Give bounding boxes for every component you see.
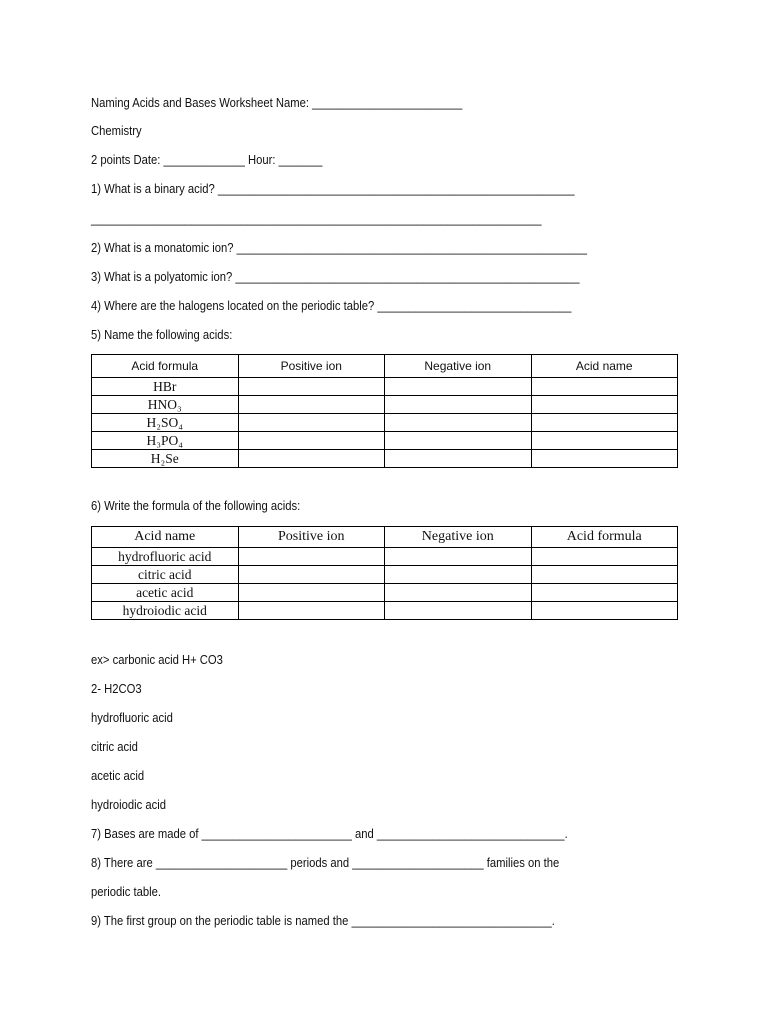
- column-header: Negative ion: [385, 527, 532, 548]
- table-row: [92, 602, 678, 620]
- table-header-row: [92, 355, 678, 378]
- example-line-1: ex> carbonic acid H+ CO3: [91, 653, 223, 667]
- acid-formula-cell: H₂Se: [92, 450, 239, 468]
- table-row: [92, 584, 678, 602]
- answer-cell: [385, 602, 532, 620]
- answer-cell: [238, 396, 385, 414]
- column-header: Positive ion: [238, 355, 385, 378]
- acid-formula-cell: HNO₃: [92, 396, 239, 414]
- acid-name-cell: hydroiodic acid: [92, 602, 239, 620]
- answer-cell: [531, 378, 678, 396]
- answer-cell: [385, 396, 532, 414]
- list-item: citric acid: [91, 740, 138, 754]
- question-3: 3) What is a polyatomic ion? _______________________________________________________: [91, 270, 580, 284]
- answer-cell: [531, 566, 678, 584]
- column-header: Acid name: [531, 355, 678, 378]
- name-acids-table: [91, 354, 678, 468]
- answer-cell: [531, 432, 678, 450]
- question-2: 2) What is a monatomic ion? ________________________________________________________: [91, 241, 588, 255]
- list-item: hydrofluoric acid: [91, 711, 173, 725]
- answer-cell: [531, 450, 678, 468]
- acid-name-cell: acetic acid: [92, 584, 239, 602]
- list-item: hydroiodic acid: [91, 798, 167, 812]
- answer-cell: [238, 584, 385, 602]
- table-row: [92, 396, 678, 414]
- column-header: Negative ion: [385, 355, 532, 378]
- answer-cell: [385, 584, 532, 602]
- answer-cell: [385, 432, 532, 450]
- example-line-2: 2- H2CO3: [91, 682, 142, 696]
- column-header: Acid formula: [92, 355, 239, 378]
- acid-formula-cell: H₂SO₄: [92, 414, 239, 432]
- points-date-hour-line: 2 points Date: _____________ Hour: _______: [91, 153, 323, 167]
- answer-cell: [385, 414, 532, 432]
- worksheet-title: Naming Acids and Bases Worksheet Name: ________________________: [91, 96, 463, 110]
- question-6: 6) Write the formula of the following acids:: [91, 499, 301, 513]
- answer-cell: [531, 548, 678, 566]
- answer-cell: [238, 450, 385, 468]
- column-header: Acid formula: [531, 527, 678, 548]
- table-header-row: [92, 527, 678, 548]
- question-7: 7) Bases are made of ________________________ and ______________________________.: [91, 827, 568, 841]
- answer-cell: [531, 396, 678, 414]
- table-row: [92, 566, 678, 584]
- answer-cell: [238, 602, 385, 620]
- table-row: [92, 378, 678, 396]
- subject-label: Chemistry: [91, 124, 142, 138]
- table-row: [92, 450, 678, 468]
- column-header: Positive ion: [238, 527, 385, 548]
- table-row: [92, 414, 678, 432]
- acid-formula-cell: HBr: [92, 378, 239, 396]
- answer-cell: [385, 378, 532, 396]
- answer-cell: [238, 548, 385, 566]
- list-item: acetic acid: [91, 769, 145, 783]
- answer-cell: [531, 602, 678, 620]
- acid-name-cell: hydrofluoric acid: [92, 548, 239, 566]
- answer-cell: [385, 566, 532, 584]
- question-8-continued: periodic table.: [91, 885, 162, 899]
- answer-cell: [238, 378, 385, 396]
- table-row: [92, 548, 678, 566]
- answer-cell: [385, 450, 532, 468]
- question-1: 1) What is a binary acid? _________________________________________________________: [91, 182, 575, 196]
- answer-cell: [238, 566, 385, 584]
- column-header: Acid name: [92, 527, 239, 548]
- question-1-answer-line: ________________________________________________________________________: [91, 212, 542, 226]
- answer-cell: [238, 414, 385, 432]
- answer-cell: [531, 414, 678, 432]
- acid-name-cell: citric acid: [92, 566, 239, 584]
- question-4: 4) Where are the halogens located on the periodic table? _______________________________: [91, 299, 572, 313]
- answer-cell: [531, 584, 678, 602]
- answer-cell: [385, 548, 532, 566]
- question-8: 8) There are _____________________ periods and _____________________ families on the: [91, 856, 560, 870]
- write-formula-table: [91, 526, 678, 620]
- question-9: 9) The first group on the periodic table is named the ________________________________.: [91, 914, 555, 928]
- acid-formula-cell: H₃PO₄: [92, 432, 239, 450]
- question-5: 5) Name the following acids:: [91, 328, 233, 342]
- table-row: [92, 432, 678, 450]
- answer-cell: [238, 432, 385, 450]
